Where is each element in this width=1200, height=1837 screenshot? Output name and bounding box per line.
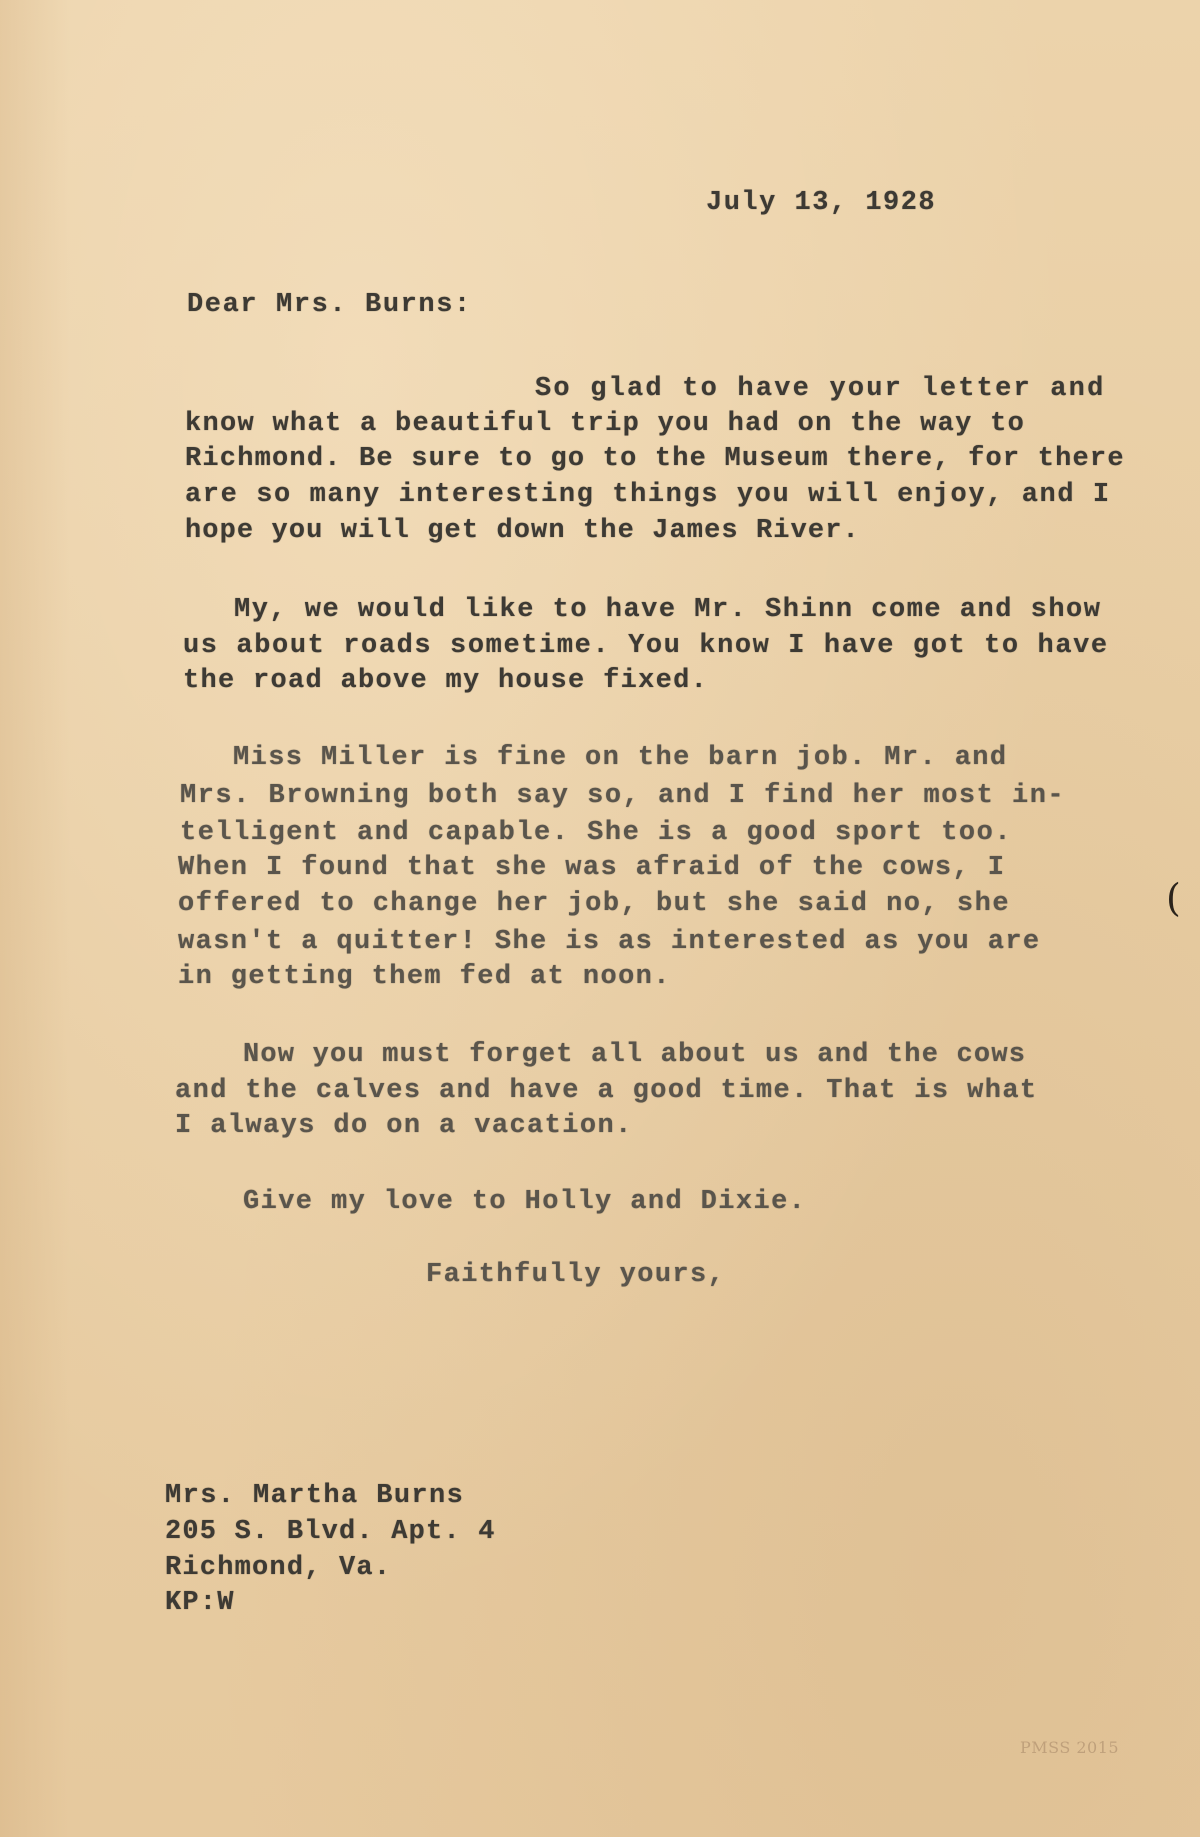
- paragraph-2-line-2: us about roads sometime. You know I have got to have: [183, 631, 1109, 661]
- margin-mark: (: [1166, 876, 1181, 920]
- paragraph-1-line-2: know what a beautiful trip you had on the way to: [185, 409, 1026, 439]
- archive-watermark: PMSS 2015: [1020, 1738, 1120, 1757]
- paragraph-5-line: Give my love to Holly and Dixie.: [243, 1187, 807, 1217]
- paragraph-3-line-2: Mrs. Browning both say so, and I find her most in-: [180, 781, 1066, 811]
- letter-salutation: Dear Mrs. Burns:: [187, 290, 472, 320]
- paragraph-4-line-3: I always do on a vacation.: [175, 1111, 633, 1141]
- paragraph-4-line-2: and the calves and have a good time. That is what: [175, 1076, 1038, 1106]
- paragraph-3-line-1: Miss Miller is fine on the barn job. Mr. and: [233, 743, 1008, 773]
- paragraph-1-line-4: are so many interesting things you will enjoy, and I: [185, 480, 1111, 510]
- paragraph-1-line-3: Richmond. Be sure to go to the Museum there, for there: [185, 444, 1125, 474]
- paragraph-3-line-3: telligent and capable. She is a good sport too.: [180, 818, 1013, 848]
- paper-edge-shadow: [0, 0, 70, 1837]
- typist-initials: KP:W: [165, 1588, 235, 1618]
- paragraph-3-line-7: in getting them fed at noon.: [178, 962, 671, 992]
- paragraph-3-line-5: offered to change her job, but she said no, she: [178, 889, 1011, 919]
- letter-closing: Faithfully yours,: [426, 1260, 726, 1290]
- paragraph-2-line-1: My, we would like to have Mr. Shinn come and show: [234, 595, 1102, 625]
- paragraph-1-line-1: So glad to have your letter and: [535, 374, 1106, 404]
- paragraph-1-line-5: hope you will get down the James River.: [185, 516, 860, 546]
- recipient-city: Richmond, Va.: [165, 1553, 392, 1583]
- paragraph-3-line-4: When I found that she was afraid of the cows, I: [178, 853, 1006, 883]
- paragraph-2-line-3: the road above my house fixed.: [183, 666, 709, 696]
- recipient-street: 205 S. Blvd. Apt. 4: [165, 1517, 496, 1547]
- letter-date: July 13, 1928: [706, 188, 937, 218]
- paragraph-3-line-6: wasn't a quitter! She is as interested as you are: [178, 927, 1041, 957]
- recipient-name: Mrs. Martha Burns: [165, 1481, 465, 1511]
- paragraph-4-line-1: Now you must forget all about us and the cows: [243, 1040, 1027, 1070]
